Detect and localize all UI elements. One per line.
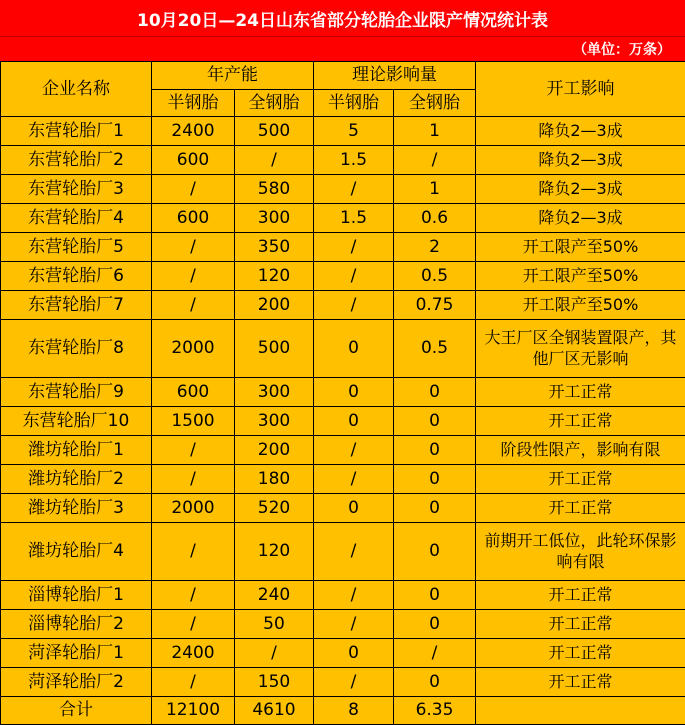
cell-imp-semi[interactable]: / (314, 523, 394, 581)
cell-name[interactable]: 东营轮胎厂4 (1, 204, 152, 233)
cell-name[interactable]: 菏泽轮胎厂2 (1, 668, 152, 697)
table-row (1, 407, 685, 436)
cell-imp-full[interactable]: 0 (394, 407, 476, 436)
cell-cap-full[interactable]: 520 (235, 494, 314, 523)
cell-imp-full[interactable]: 0.75 (394, 291, 476, 320)
cell-effect[interactable]: 前期开工低位，此轮环保影响有限 (476, 523, 685, 581)
cell-imp-semi[interactable]: 1.5 (314, 204, 394, 233)
cell-cap-full[interactable]: / (235, 146, 314, 175)
cell-effect[interactable]: 开工正常 (476, 465, 685, 494)
cell-name[interactable]: 东营轮胎厂8 (1, 320, 152, 378)
table-row (1, 494, 685, 523)
table-row (1, 175, 685, 204)
cell-cap-semi[interactable]: / (152, 233, 235, 262)
cell-cap-full[interactable]: 500 (235, 320, 314, 378)
cell-imp-semi[interactable]: 0 (314, 320, 394, 378)
cell-imp-semi[interactable]: / (314, 436, 394, 465)
cell-cap-semi[interactable]: 600 (152, 146, 235, 175)
cell-cap-full[interactable]: 300 (235, 204, 314, 233)
cell-name[interactable]: 潍坊轮胎厂3 (1, 494, 152, 523)
cell-imp-full[interactable]: 0 (394, 610, 476, 639)
cell-imp-semi[interactable]: / (314, 175, 394, 204)
cell-cap-semi[interactable]: 600 (152, 204, 235, 233)
cell-imp-semi[interactable]: 1.5 (314, 146, 394, 175)
table-row (1, 610, 685, 639)
table-body (1, 117, 685, 725)
cell-effect[interactable]: 开工正常 (476, 407, 685, 436)
cell-cap-semi[interactable]: / (152, 262, 235, 291)
cell-imp-semi[interactable]: / (314, 581, 394, 610)
cell-imp-semi[interactable]: 0 (314, 378, 394, 407)
cell-cap-semi[interactable]: 2400 (152, 639, 235, 668)
cell-imp-full[interactable]: 0 (394, 465, 476, 494)
table-row (1, 523, 685, 581)
cell-name[interactable]: 东营轮胎厂7 (1, 291, 152, 320)
table-row (1, 378, 685, 407)
cell-cap-full[interactable]: 500 (235, 117, 314, 146)
cell-effect[interactable]: 开工限产至50% (476, 291, 685, 320)
header-capacity-full[interactable]: 全钢胎 (235, 90, 314, 117)
cell-imp-semi[interactable]: / (314, 465, 394, 494)
cell-cap-full[interactable]: 50 (235, 610, 314, 639)
cell-imp-full[interactable]: 0.5 (394, 262, 476, 291)
cell-name[interactable]: 潍坊轮胎厂2 (1, 465, 152, 494)
header-company[interactable]: 企业名称 (1, 62, 152, 117)
cell-cap-full[interactable]: 200 (235, 436, 314, 465)
cell-cap-semi[interactable]: / (152, 175, 235, 204)
cell-cap-semi[interactable]: / (152, 523, 235, 581)
cell-imp-full[interactable]: 0 (394, 581, 476, 610)
cell-cap-full[interactable]: 200 (235, 291, 314, 320)
table-row (1, 204, 685, 233)
cell-imp-semi[interactable]: / (314, 668, 394, 697)
cell-effect[interactable]: 开工正常 (476, 581, 685, 610)
table-row (1, 233, 685, 262)
cell-imp-semi[interactable]: / (314, 262, 394, 291)
cell-imp-full[interactable]: 0.5 (394, 320, 476, 378)
production-table (0, 61, 685, 725)
total-imp-semi[interactable]: 8 (314, 697, 394, 725)
header-impact-full[interactable]: 全钢胎 (394, 90, 476, 117)
cell-imp-semi[interactable]: 0 (314, 639, 394, 668)
total-effect[interactable] (476, 697, 685, 725)
cell-name[interactable]: 潍坊轮胎厂1 (1, 436, 152, 465)
cell-imp-semi[interactable]: 0 (314, 494, 394, 523)
cell-name[interactable]: 东营轮胎厂1 (1, 117, 152, 146)
cell-cap-full[interactable]: 300 (235, 378, 314, 407)
cell-name[interactable]: 潍坊轮胎厂4 (1, 523, 152, 581)
cell-effect[interactable]: 降负2—3成 (476, 175, 685, 204)
cell-cap-semi[interactable]: / (152, 610, 235, 639)
cell-effect[interactable]: 开工正常 (476, 610, 685, 639)
cell-name[interactable]: 淄博轮胎厂1 (1, 581, 152, 610)
cell-imp-full[interactable]: 0 (394, 436, 476, 465)
header-capacity-semi[interactable]: 半钢胎 (152, 90, 235, 117)
header-capacity[interactable]: 年产能 (152, 62, 314, 90)
total-cap-full[interactable]: 4610 (235, 697, 314, 725)
table-row (1, 291, 685, 320)
total-imp-full[interactable]: 6.35 (394, 697, 476, 725)
cell-effect[interactable]: 降负2—3成 (476, 146, 685, 175)
cell-imp-semi[interactable]: / (314, 233, 394, 262)
unit-note: （单位：万条） (0, 37, 685, 61)
cell-cap-semi[interactable]: 1500 (152, 407, 235, 436)
cell-cap-full[interactable]: 350 (235, 233, 314, 262)
cell-cap-semi[interactable]: / (152, 465, 235, 494)
table-row (1, 581, 685, 610)
cell-imp-semi[interactable]: 0 (314, 407, 394, 436)
cell-effect[interactable]: 开工正常 (476, 668, 685, 697)
cell-cap-full[interactable]: 120 (235, 523, 314, 581)
cell-name[interactable]: 东营轮胎厂5 (1, 233, 152, 262)
cell-cap-semi[interactable]: / (152, 436, 235, 465)
header-effect[interactable]: 开工影响 (476, 62, 685, 117)
cell-name[interactable]: 东营轮胎厂9 (1, 378, 152, 407)
cell-cap-full[interactable]: 180 (235, 465, 314, 494)
cell-effect[interactable]: 开工正常 (476, 639, 685, 668)
cell-name[interactable]: 东营轮胎厂2 (1, 146, 152, 175)
cell-imp-full[interactable]: 0.6 (394, 204, 476, 233)
cell-imp-full[interactable]: 0 (394, 523, 476, 581)
table-row (1, 146, 685, 175)
cell-cap-full[interactable]: 150 (235, 668, 314, 697)
cell-cap-semi[interactable]: 2000 (152, 320, 235, 378)
total-name[interactable]: 合计 (1, 697, 152, 725)
cell-imp-full[interactable]: / (394, 146, 476, 175)
table-row (1, 262, 685, 291)
cell-effect[interactable]: 大王厂区全钢装置限产，其他厂区无影响 (476, 320, 685, 378)
cell-imp-full[interactable]: 1 (394, 117, 476, 146)
cell-cap-semi[interactable]: 2400 (152, 117, 235, 146)
total-row (1, 697, 685, 725)
cell-name[interactable]: 东营轮胎厂3 (1, 175, 152, 204)
cell-cap-full[interactable]: 580 (235, 175, 314, 204)
cell-imp-full[interactable]: 0 (394, 668, 476, 697)
cell-cap-full[interactable]: 120 (235, 262, 314, 291)
cell-effect[interactable]: 开工正常 (476, 378, 685, 407)
cell-cap-semi[interactable]: / (152, 668, 235, 697)
table-title: 10月20日—24日山东省部分轮胎企业限产情况统计表 (0, 0, 685, 37)
table-row (1, 465, 685, 494)
cell-effect[interactable]: 开工限产至50% (476, 262, 685, 291)
cell-imp-full[interactable]: 1 (394, 175, 476, 204)
cell-imp-semi[interactable]: / (314, 291, 394, 320)
table-row (1, 320, 685, 378)
cell-cap-semi[interactable]: 600 (152, 378, 235, 407)
total-cap-semi[interactable]: 12100 (152, 697, 235, 725)
cell-effect[interactable]: 降负2—3成 (476, 204, 685, 233)
table-row (1, 639, 685, 668)
cell-imp-full[interactable]: 0 (394, 378, 476, 407)
table-row (1, 117, 685, 146)
cell-imp-semi[interactable]: 5 (314, 117, 394, 146)
cell-name[interactable]: 菏泽轮胎厂1 (1, 639, 152, 668)
cell-name[interactable]: 东营轮胎厂10 (1, 407, 152, 436)
cell-cap-semi[interactable]: 2000 (152, 494, 235, 523)
cell-effect[interactable]: 阶段性限产，影响有限 (476, 436, 685, 465)
cell-imp-semi[interactable]: / (314, 610, 394, 639)
cell-cap-full[interactable]: / (235, 639, 314, 668)
cell-effect[interactable]: 开工正常 (476, 494, 685, 523)
cell-cap-semi[interactable]: / (152, 581, 235, 610)
header-impact-semi[interactable]: 半钢胎 (314, 90, 394, 117)
cell-name[interactable]: 淄博轮胎厂2 (1, 610, 152, 639)
header-impact[interactable]: 理论影响量 (314, 62, 476, 90)
cell-imp-full[interactable]: / (394, 639, 476, 668)
cell-name[interactable]: 东营轮胎厂6 (1, 262, 152, 291)
cell-cap-full[interactable]: 300 (235, 407, 314, 436)
cell-effect[interactable]: 开工限产至50% (476, 233, 685, 262)
table-row (1, 436, 685, 465)
cell-imp-full[interactable]: 0 (394, 494, 476, 523)
cell-cap-semi[interactable]: / (152, 291, 235, 320)
cell-imp-full[interactable]: 2 (394, 233, 476, 262)
table-row (1, 668, 685, 697)
cell-effect[interactable]: 降负2—3成 (476, 117, 685, 146)
cell-cap-full[interactable]: 240 (235, 581, 314, 610)
